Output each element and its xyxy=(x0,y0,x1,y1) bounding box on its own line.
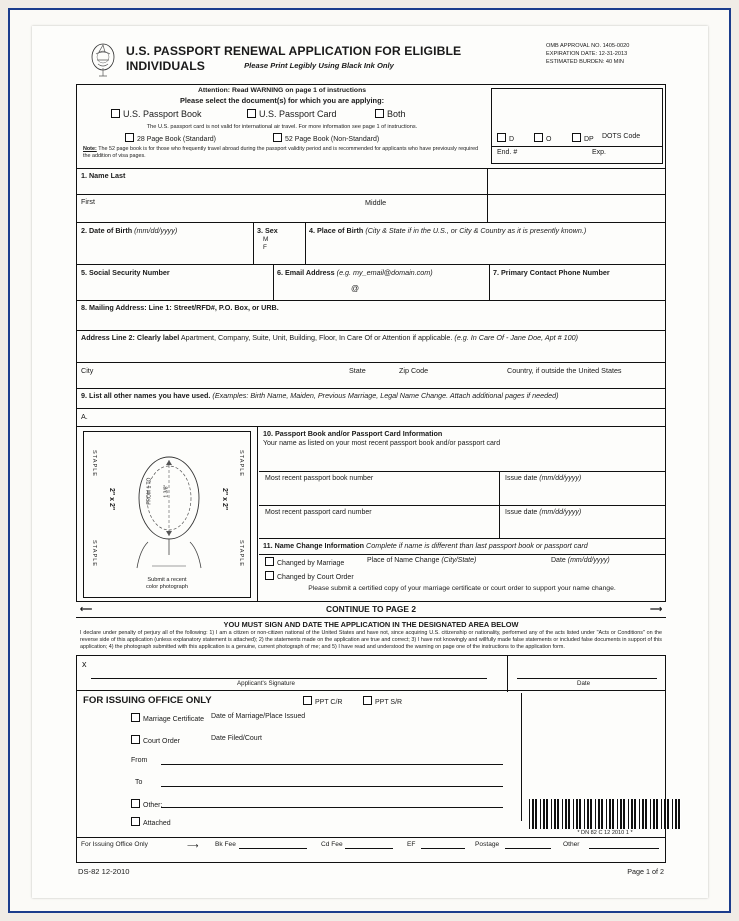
form-footer xyxy=(76,863,666,879)
photo-inches-label: 1 3/8" xyxy=(163,484,170,498)
signature-label: Applicant's Signature xyxy=(237,679,295,687)
place-text: Place of Name Change xyxy=(367,557,440,564)
zip-label: Zip Code xyxy=(399,366,429,375)
code-dp[interactable] xyxy=(572,133,594,145)
col-divider xyxy=(305,223,306,265)
first-name-label: First xyxy=(81,197,95,206)
checkbox-box-icon[interactable] xyxy=(131,799,140,808)
issue-date-text-2: Issue date xyxy=(505,509,538,516)
form-title: U.S. PASSPORT RENEWAL APPLICATION FOR ELIGIBLE INDIVIDUALS xyxy=(126,44,462,74)
checkbox-box-icon[interactable] xyxy=(131,713,140,722)
photo-caption xyxy=(84,577,250,591)
photo-size-right: 2" x 2" xyxy=(221,488,228,511)
postage-label[interactable]: Postage xyxy=(475,840,500,848)
photo-size-left: 2" x 2" xyxy=(107,488,115,511)
country-label: Country, if outside the United States xyxy=(507,366,622,375)
omb-approval: OMB APPROVAL NO. 1405-0020 xyxy=(546,43,630,49)
court-order-label: Court Order xyxy=(143,737,180,745)
code-d-label: D xyxy=(509,136,515,143)
section-11 xyxy=(259,539,665,602)
other-names-hint: (Examples: Birth Name, Maiden, Previous Marriage, Legal Name Change. Attach additional pages if needed) xyxy=(212,391,559,400)
row-divider xyxy=(487,169,488,195)
email-label xyxy=(277,268,433,277)
document-selection-left xyxy=(77,85,487,167)
document-selection-row xyxy=(76,84,666,168)
photo-and-passport-info-row xyxy=(76,426,666,601)
changed-by-court-label: Changed by Court Order xyxy=(277,574,354,581)
checkbox-box-icon[interactable] xyxy=(247,109,256,118)
from-line[interactable] xyxy=(161,764,503,765)
checkbox-52-page-book[interactable] xyxy=(273,133,379,145)
arrow-right-icon: ⟶ xyxy=(187,840,199,850)
omb-block xyxy=(546,42,666,66)
court-order-checkbox[interactable] xyxy=(131,735,180,747)
name-change-date-label[interactable] xyxy=(551,557,610,566)
card-note: The U.S. passport card is not valid for international air travel. For more information see page 1 of instructions. xyxy=(146,123,418,130)
book-number-label[interactable]: Most recent passport book number xyxy=(265,475,374,482)
ssn-email-phone-row[interactable] xyxy=(76,264,666,300)
email-hint: (e.g. my_email@domain.com) xyxy=(336,268,433,277)
checkbox-box-icon[interactable] xyxy=(534,133,543,142)
sex-f-option[interactable] xyxy=(263,244,267,252)
code-o[interactable] xyxy=(534,133,551,145)
checkbox-both[interactable] xyxy=(375,109,406,120)
col-divider xyxy=(253,223,254,265)
other-names-entry-row[interactable] xyxy=(76,408,666,426)
code-dp-label: DP xyxy=(584,136,594,143)
section-10-divider xyxy=(259,471,665,472)
card-number-label[interactable]: Most recent passport card number xyxy=(265,509,372,516)
place-hint: (City/State) xyxy=(441,557,477,564)
date-filed-label[interactable]: Date Filed/Court xyxy=(211,734,262,742)
us-seal-icon xyxy=(86,40,120,80)
office-box-divider xyxy=(492,146,662,147)
issue-date-hint-2: (mm/dd/yyyy) xyxy=(539,509,582,516)
declaration-block xyxy=(76,618,666,655)
cd-fee-line[interactable] xyxy=(345,848,393,849)
other-fee-label[interactable]: Other xyxy=(563,840,580,848)
barcode-bars xyxy=(529,799,681,829)
section-11-heading xyxy=(259,539,665,552)
note-block xyxy=(77,145,487,161)
passport-form xyxy=(76,40,666,885)
changed-by-marriage[interactable] xyxy=(265,557,344,569)
omb-expiration: EXPIRATION DATE: 12-31-2013 xyxy=(546,51,628,58)
passport-book-label: U.S. Passport Book xyxy=(123,108,202,119)
phone-label: 7. Primary Contact Phone Number xyxy=(493,268,610,277)
dob-sex-pob-row[interactable] xyxy=(76,222,666,264)
signature-x-mark: x xyxy=(82,658,87,669)
signature-date-label: Date xyxy=(577,679,591,687)
other-fee-line[interactable] xyxy=(589,848,659,849)
note-label: Note: xyxy=(83,145,97,152)
form-body xyxy=(76,84,666,879)
name-last-label: 1. Name Last xyxy=(81,171,126,180)
arrow-right-icon: ⟶ xyxy=(649,604,662,614)
sex-m-label: M xyxy=(263,236,269,243)
staple-label-top-left: STAPLE xyxy=(90,450,97,478)
book-52-label: 52 Page Book (Non-Standard) xyxy=(285,135,380,143)
date-hint: (mm/dd/yyyy) xyxy=(567,557,610,564)
place-of-name-change-label[interactable] xyxy=(367,557,476,566)
ef-line[interactable] xyxy=(421,848,465,849)
other-names-row xyxy=(76,388,666,408)
form-id: DS-82 12-2010 xyxy=(78,866,130,876)
mailing-address-row[interactable] xyxy=(76,300,666,330)
attached-label: Attached xyxy=(143,819,171,827)
pob-hint: (City & State if in the U.S., or City & Country as it is presently known.) xyxy=(365,226,587,235)
checkbox-box-icon[interactable] xyxy=(363,696,372,705)
issue-date-hint: (mm/dd/yyyy) xyxy=(539,475,582,482)
bk-fee-line[interactable] xyxy=(239,848,307,849)
signature-line[interactable] xyxy=(91,678,487,679)
city-state-zip-row[interactable] xyxy=(76,362,666,388)
staple-label-bottom-left: STAPLE xyxy=(90,540,97,568)
issuing-office-code-box xyxy=(491,88,663,164)
ppt-sr-label: PPT S/R xyxy=(375,698,403,706)
checkbox-passport-card[interactable] xyxy=(247,109,337,120)
other-line[interactable] xyxy=(161,807,503,808)
section-11-divider xyxy=(259,554,665,555)
other-names-text: 9. List all other names you have used. xyxy=(81,391,211,400)
continue-to-page-2-bar xyxy=(76,601,666,618)
for-issuing-office-only-block xyxy=(76,691,666,863)
signature-box[interactable] xyxy=(76,655,666,691)
section-11-heading-italic: Complete if name is different than last passport book or passport card xyxy=(366,541,588,550)
from-label: From xyxy=(131,756,148,764)
other-checkbox[interactable] xyxy=(131,799,162,811)
changed-by-marriage-label: Changed by Marriage xyxy=(277,560,345,567)
checkbox-box-icon[interactable] xyxy=(125,133,134,142)
barcode xyxy=(529,799,681,837)
book-issue-date-label[interactable] xyxy=(505,475,581,484)
address2-hint: (e.g. In Care Of - Jane Doe, Apt # 100) xyxy=(454,333,579,342)
sex-m-option[interactable] xyxy=(263,236,268,244)
for-issuing-only-label: For Issuing Office Only xyxy=(81,840,148,848)
checkbox-box-icon[interactable] xyxy=(375,109,384,118)
email-text: 6. Email Address xyxy=(277,268,335,277)
postage-line[interactable] xyxy=(505,848,551,849)
col-divider xyxy=(489,265,490,301)
sex-label xyxy=(257,226,278,235)
attached-checkbox[interactable] xyxy=(131,817,171,829)
checkbox-box-icon[interactable] xyxy=(265,557,274,566)
sign-heading: YOU MUST SIGN AND DATE THE APPLICATION IN THE DESIGNATED AREA BELOW xyxy=(223,619,519,629)
select-doc-heading: Please select the document(s) for which you are applying: xyxy=(179,96,385,106)
to-label: To xyxy=(135,778,143,786)
attention-text: Attention: Read WARNING on page 1 of instructions xyxy=(197,87,367,94)
checkbox-box-icon[interactable] xyxy=(273,133,282,142)
checkbox-28-page-book[interactable] xyxy=(125,133,216,145)
form-header xyxy=(76,40,666,84)
col-divider xyxy=(257,427,258,602)
section-10-heading: 10. Passport Book and/or Passport Card Information xyxy=(263,429,443,438)
pob-text: 4. Place of Birth xyxy=(309,226,364,235)
pob-label xyxy=(309,226,659,235)
checkbox-box-icon[interactable] xyxy=(572,133,581,142)
address-line2-row[interactable] xyxy=(76,330,666,362)
section-11-heading-text: 11. Name Change Information xyxy=(263,541,365,550)
checkbox-box-icon[interactable] xyxy=(111,109,120,118)
document-page xyxy=(32,26,708,898)
cd-fee-label[interactable]: Cd Fee xyxy=(321,840,343,848)
both-label: Both xyxy=(387,108,406,119)
checkbox-box-icon[interactable] xyxy=(497,133,506,142)
issue-date-text: Issue date xyxy=(505,475,538,482)
dob-text: 2. Date of Birth xyxy=(81,226,133,235)
other-names-a-label: A. xyxy=(81,412,88,421)
ppt-cr-label: PPT C/R xyxy=(315,698,343,706)
marriage-certificate-label: Marriage Certificate xyxy=(143,715,205,723)
date-of-marriage-label[interactable]: Date of Marriage/Place Issued xyxy=(211,712,306,720)
checkbox-box-icon[interactable] xyxy=(303,696,312,705)
bk-fee-label[interactable]: Bk Fee xyxy=(215,840,236,848)
address2-bold: Address Line 2: Clearly label xyxy=(81,333,180,342)
dots-code-label: DOTS Code xyxy=(602,133,641,140)
note-text: The 52 page book is for those who frequently travel abroad during the passport validity period and is recommended for applicants who have previously required the addition of visa pages. xyxy=(83,145,479,160)
name-first-middle-row[interactable] xyxy=(76,194,666,222)
address-line2-label xyxy=(77,331,665,344)
scan-border xyxy=(8,8,731,913)
row-divider xyxy=(487,195,488,223)
address2-rest: Apartment, Company, Suite, Unit, Building, Floor, In Care Of or Attention if applicable. xyxy=(179,333,453,342)
continue-bar-label: CONTINUE TO PAGE 2 xyxy=(326,604,416,614)
date-line[interactable] xyxy=(517,678,657,679)
sex-f-label: F xyxy=(263,244,267,251)
omb-burden: ESTIMATED BURDEN: 40 MIN xyxy=(546,59,624,66)
page-number: Page 1 of 2 xyxy=(627,866,664,876)
to-line[interactable] xyxy=(161,786,503,787)
photo-head-outline-icon xyxy=(128,446,210,572)
declaration-text: I declare under penalty of perjury all of the following: 1) I am a citizen or non-citizen national of the United States and have not, since acquiring U.S. citizenship or nationality, performed any of the acts listed under "Acts or Conditions" on the reverse side of this application (unless explanatory statement is attached); 2) the statements made on the application are true and correct; 3) I have not knowingly and willfully made false statements or included false documents in support of this application; 4) the photograph submitted with this application is a genuine, current photograph of me; and 5) I have read and understood the warning on page one of the instructions to the application form. xyxy=(80,629,662,651)
other-label: Other: xyxy=(143,801,163,809)
city-label: City xyxy=(81,366,94,375)
form-subtitle: Please Print Legibly Using Black Ink Only xyxy=(244,61,394,70)
sex-text: 3. Sex xyxy=(257,226,278,235)
dob-label xyxy=(81,226,177,235)
code-o-label: O xyxy=(546,136,552,143)
ppt-cr-checkbox[interactable] xyxy=(303,696,343,708)
barcode-text: * DN 82 C 12 2010 1 * xyxy=(577,829,633,836)
staple-label-top-right: STAPLE xyxy=(238,450,244,478)
ef-label[interactable]: EF xyxy=(407,840,416,848)
staple-label-bottom-right: STAPLE xyxy=(238,540,244,568)
photo-caption-line1: Submit a recent xyxy=(147,577,187,584)
book-28-label: 28 Page Book (Standard) xyxy=(137,135,216,143)
changed-by-court-order[interactable] xyxy=(265,571,354,583)
col-divider xyxy=(521,693,523,821)
photo-caption-line2: color photograph xyxy=(146,584,188,591)
middle-name-label: Middle xyxy=(365,198,387,207)
col-divider xyxy=(507,656,508,692)
ssn-label: 5. Social Security Number xyxy=(81,268,170,277)
checkbox-box-icon[interactable] xyxy=(265,571,274,580)
ppt-sr-checkbox[interactable] xyxy=(363,696,402,708)
card-issue-date-label[interactable] xyxy=(505,509,581,518)
state-label: State xyxy=(349,366,366,375)
fees-divider xyxy=(77,837,665,838)
section-11-note: Please submit a certified copy of your marriage certificate or court order to support your name change. xyxy=(308,585,616,592)
exp-label: Exp. xyxy=(592,149,607,156)
marriage-certificate-checkbox[interactable] xyxy=(131,713,204,725)
checkbox-passport-book[interactable] xyxy=(111,109,202,120)
photo-attach-box[interactable] xyxy=(83,431,251,598)
passport-card-label: U.S. Passport Card xyxy=(259,108,337,119)
photo-from-to-label: FROM 1 TO xyxy=(146,477,153,505)
section-10-sub: Your name as listed on your most recent passport book and/or passport card xyxy=(263,440,501,447)
code-d[interactable] xyxy=(497,133,514,145)
email-at-symbol: @ xyxy=(351,284,360,293)
dob-hint: (mm/dd/yyyy) xyxy=(134,226,178,235)
checkbox-box-icon[interactable] xyxy=(131,817,140,826)
checkbox-box-icon[interactable] xyxy=(131,735,140,744)
arrow-left-icon: ⟵ xyxy=(80,604,93,614)
issuing-heading: FOR ISSUING OFFICE ONLY xyxy=(83,694,212,706)
date-text: Date xyxy=(551,557,566,564)
other-names-label xyxy=(77,389,665,402)
section-10 xyxy=(259,427,665,539)
name-last-row[interactable] xyxy=(76,168,666,194)
col-divider xyxy=(273,265,274,301)
end-number-label: End. # xyxy=(497,149,518,156)
section-10-divider2 xyxy=(259,505,665,506)
mailing-label: 8. Mailing Address: Line 1: Street/RFD#, P.O. Box, or URB. xyxy=(81,303,279,312)
